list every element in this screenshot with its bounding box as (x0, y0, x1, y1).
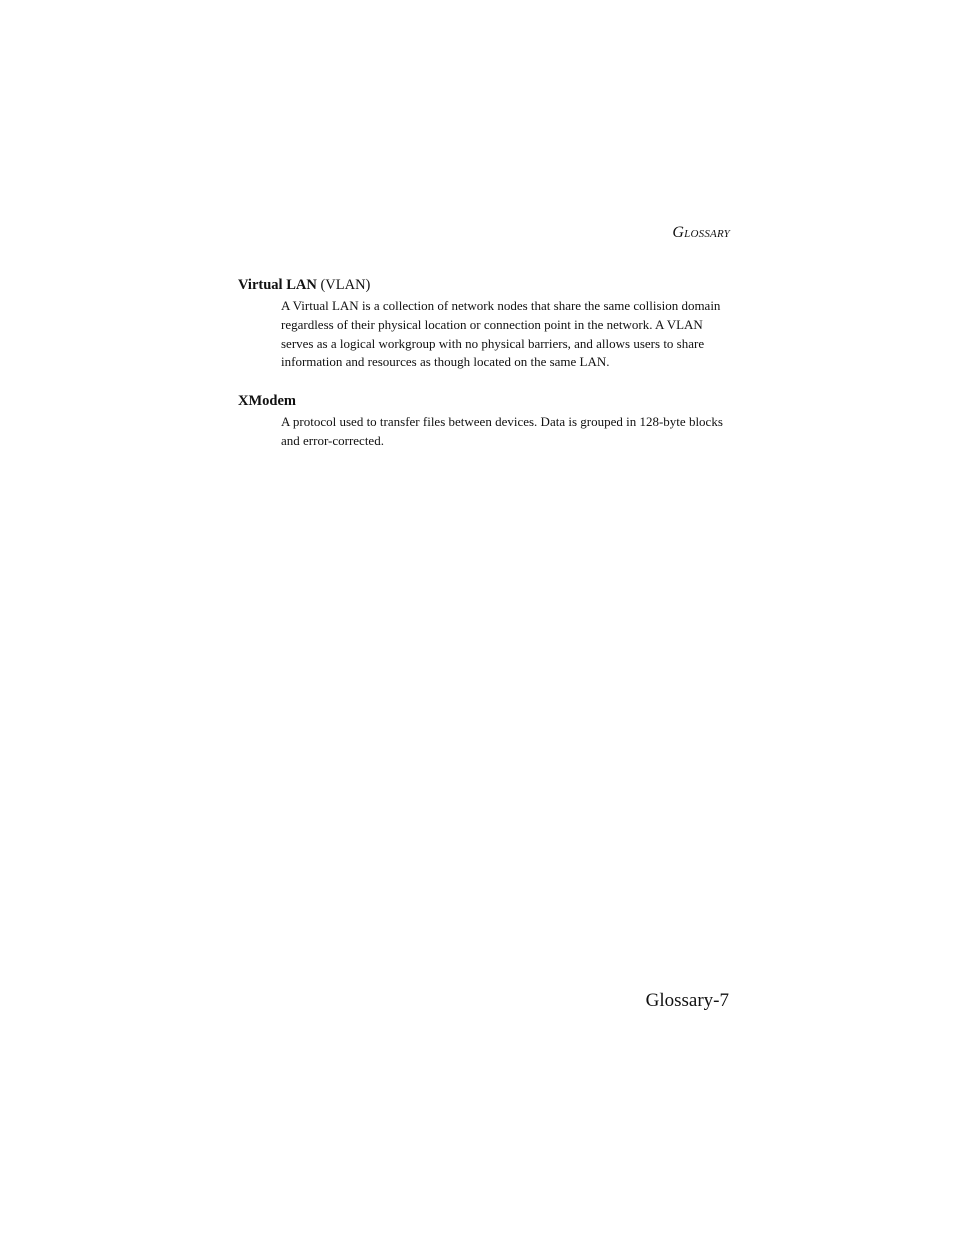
glossary-entry-vlan (238, 276, 738, 372)
glossary-term (238, 276, 738, 294)
running-header: Glossary (672, 224, 730, 241)
term-definition: A Virtual LAN is a collection of network nodes that share the same collision domain regardless of their physical location or connection point in the network. A VLAN serves as a logical workgroup with no physical barriers, and allows users to share information and resources as though located on the same LAN. (281, 298, 721, 370)
term-definition: A protocol used to transfer files between devices. Data is grouped in 128-byte blocks and error-corrected. (281, 414, 723, 448)
glossary-entry-xmodem (238, 392, 738, 451)
term-name: XModem (238, 393, 296, 409)
term-abbreviation: (VLAN) (316, 277, 371, 293)
glossary-term (238, 392, 738, 410)
page-number: Glossary-7 (645, 990, 729, 1011)
term-name: Virtual LAN (238, 277, 317, 293)
